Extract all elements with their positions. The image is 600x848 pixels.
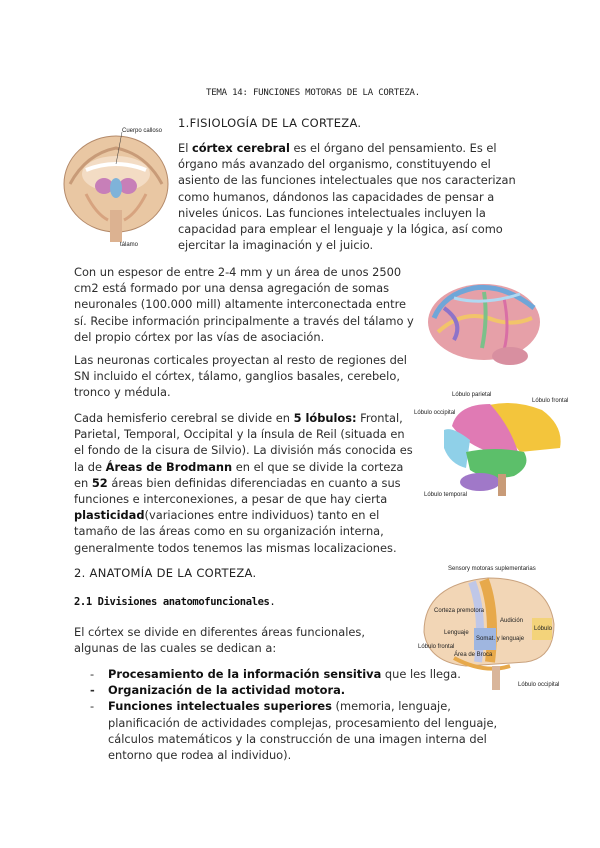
label-parietal: Lóbulo parietal bbox=[452, 392, 492, 398]
label-somat: Somat. y lenguaje bbox=[476, 636, 525, 642]
p1-bold: córtex cerebral bbox=[191, 141, 290, 155]
section-2-heading: 2. ANATOMÍA DE LA CORTEZA. bbox=[74, 566, 257, 580]
document-title: TEMA 14: FUNCIONES MOTORAS DE LA CORTEZA. bbox=[206, 88, 420, 98]
p4-g: áreas bien definidas diferenciadas en cuanto a sus funciones e interconexiones, a pesar de que hay cierta bbox=[74, 475, 401, 507]
list-dash: - bbox=[90, 699, 95, 714]
p4-a: Cada hemisferio cerebral se divide en bbox=[74, 411, 294, 425]
paragraph-lobulos bbox=[74, 410, 414, 556]
p4-e: en el que se divide la corteza en bbox=[74, 459, 404, 490]
list-item bbox=[72, 698, 524, 763]
label-lobulo-occipital: Lóbulo occipital bbox=[518, 682, 560, 688]
label-broca: Área de Broca bbox=[454, 652, 493, 658]
p4-b: 5 lóbulos: bbox=[293, 411, 357, 425]
label-lobulo-frontal: Lóbulo frontal bbox=[418, 644, 455, 650]
section-1-heading: 1.FISIOLOGÍA DE LA CORTEZA. bbox=[178, 116, 362, 130]
list-item-rest: que les llega. bbox=[381, 667, 461, 681]
p1-rest: es el órgano del pensamiento. Es el órgano más avanzado del organismo, constituyendo el asiento de las funciones intelectuales que nos caracterizan como humanos, dándonos las capacidades de pensar a niveles únicos. Las funciones intelectuales incluyen la capacidad para emplear el lenguaje y la lógica, así como ejercitar la imaginación y el juicio. bbox=[178, 141, 516, 253]
functional-areas-list bbox=[72, 666, 524, 763]
label-frontal: Lóbulo frontal bbox=[532, 398, 569, 404]
label-cuerpo-calloso: Cuerpo calloso bbox=[122, 128, 163, 134]
list-item bbox=[72, 682, 524, 698]
paragraph-espesor: Con un espesor de entre 2-4 mm y un área de unos 2500 cm2 está formado por una densa agregación de somas neuronales (100.000 mill) altamente interconectada entre sí. Recibe información principalmente a través del tálamo y del propio córtex por las vías de asociación. bbox=[74, 265, 414, 344]
label-occipital: Lóbulo occipital bbox=[414, 410, 456, 416]
brain-coronal-figure bbox=[56, 124, 172, 250]
list-item-rest: (memoria, lenguaje, planificación de actividades complejas, procesamiento del lenguaje, cálculos matemáticos y la construcción de una imagen interna del entorno que rodea al individuo). bbox=[108, 699, 498, 763]
label-sensory-motoras: Sensory motoras suplementarias bbox=[448, 566, 536, 572]
p4-f: 52 bbox=[91, 475, 108, 490]
p4-c: Frontal, Parietal, Temporal, Occipital y la ínsula de Reil (situada en el fondo de la cisura de Silvio). La división más conocida es la de bbox=[74, 411, 413, 474]
list-dash: - bbox=[90, 683, 95, 698]
list-item-bold: Organización de la actividad motora. bbox=[108, 683, 346, 698]
label-premotora: Corteza premotora bbox=[434, 608, 485, 614]
paragraph-neuronas: Las neuronas corticales proyectan al resto de regiones del SN incluido el córtex, tálamo, ganglios basales, cerebelo, tronco y médula. bbox=[74, 353, 407, 400]
p4-h: plasticidad bbox=[74, 508, 145, 523]
label-lobulo: Lóbulo bbox=[534, 626, 553, 632]
paragraph-cortex bbox=[178, 140, 530, 253]
label-talamo: tálamo bbox=[120, 242, 139, 248]
brain-lobes-figure bbox=[414, 386, 574, 500]
brain-lateral-figure bbox=[424, 278, 546, 370]
subsection-2-1-heading bbox=[74, 596, 275, 608]
p4-d: Áreas de Brodmann bbox=[105, 459, 233, 474]
p1-start: El bbox=[178, 141, 192, 155]
label-temporal: Lóbulo temporal bbox=[424, 492, 468, 498]
list-item-bold: Funciones intelectuales superiores bbox=[108, 699, 332, 714]
list-item bbox=[72, 666, 524, 682]
subheading-dot: . bbox=[269, 596, 276, 608]
label-lenguaje: Lenguaje bbox=[444, 630, 469, 636]
list-dash: - bbox=[90, 667, 95, 681]
p4-i: (variaciones entre individuos) tanto en el tamaño de las áreas como en su organización interna, generalmente todos tenemos las mismas localizaciones. bbox=[74, 508, 397, 555]
label-audicion: Audición bbox=[500, 618, 524, 624]
list-item-bold: Procesamiento de la información sensitiva bbox=[108, 667, 382, 681]
paragraph-intro-areas: El córtex se divide en diferentes áreas funcionales, algunas de las cuales se dedican a: bbox=[74, 625, 365, 656]
subheading-text: 2.1 Divisiones anatomofuncionales bbox=[74, 596, 270, 608]
